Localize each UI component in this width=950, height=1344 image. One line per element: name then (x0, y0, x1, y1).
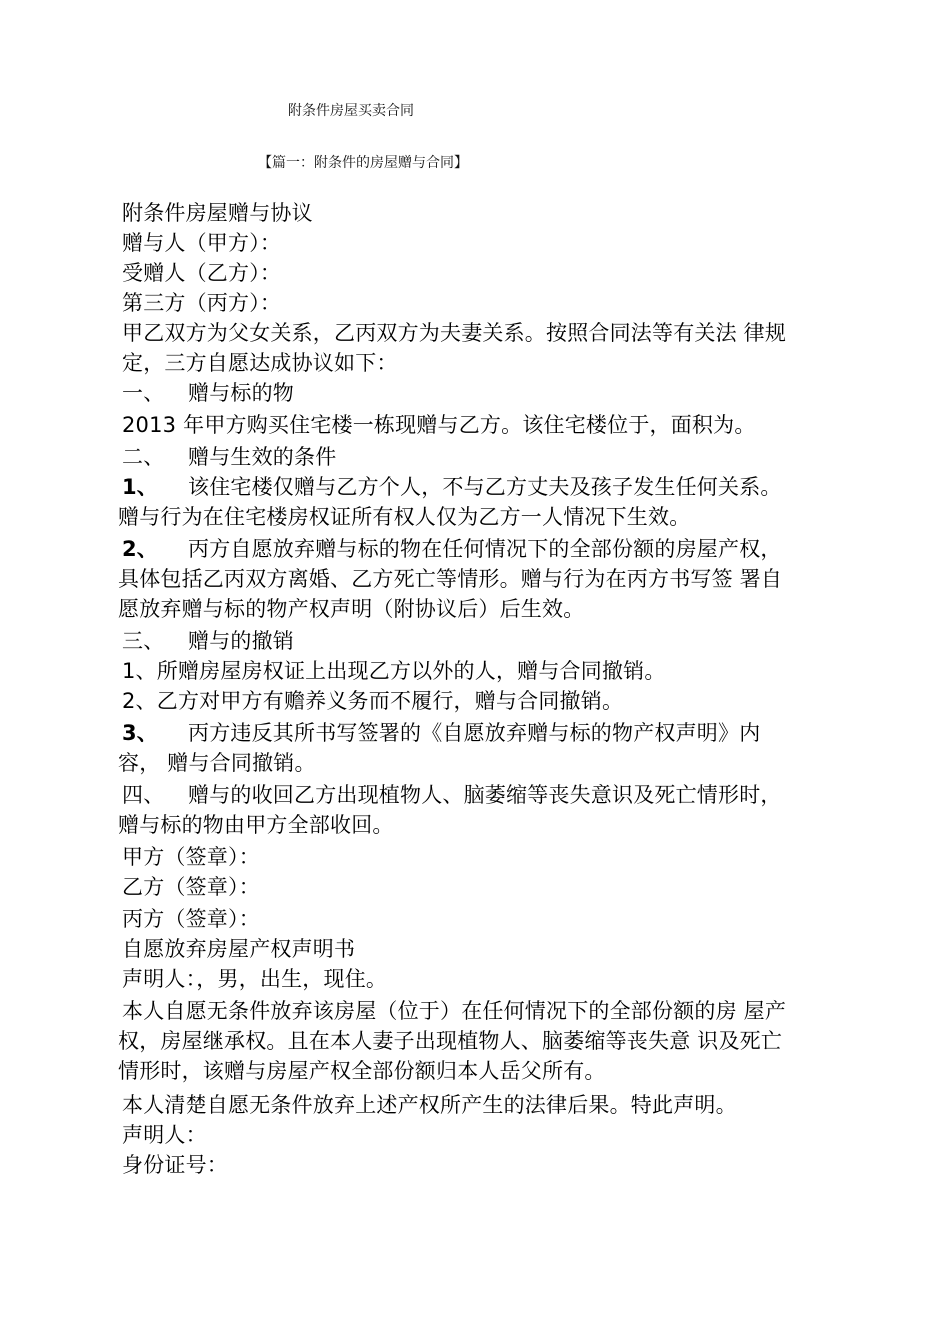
section-title: 【篇一：附条件的房屋赠与合同】 (258, 155, 468, 171)
body-line (122, 904, 260, 934)
body-line (122, 656, 666, 686)
body-line (122, 686, 623, 716)
clause-number: 一、 (122, 381, 165, 405)
line-text: 赠与标的物 (188, 381, 294, 405)
body-line (118, 748, 316, 778)
body-line (118, 502, 690, 532)
body-line (122, 1090, 737, 1120)
body-line (122, 1150, 228, 1180)
body-line (118, 564, 782, 594)
body-line (122, 378, 294, 408)
line-text: 赠与的收回乙方出现植物人、脑萎缩等丧失意识及死亡情形时， (188, 783, 782, 807)
clause-number: 2、 (122, 537, 159, 561)
clause-number: 四、 (122, 783, 165, 807)
body-line (118, 594, 584, 624)
line-text: 身份证号： (122, 1153, 228, 1177)
line-text: 赠与的撤销 (188, 629, 294, 653)
line-text: 2013 年甲方购买住宅楼一栋现赠与乙方。该住宅楼位于，面积为。 (122, 413, 756, 437)
line-text: 丙方自愿放弃赠与标的物在任何情况下的全部份额的房屋产权， (188, 537, 782, 561)
line-text: 丙方违反其所书写签署的《自愿放弃赠与标的物产权声明》内 (188, 721, 761, 745)
line-text: 受赠人（乙方）： (122, 261, 282, 285)
line-text: 本人清楚自愿无条件放弃上述产权所产生的法律后果。特此声明。 (122, 1093, 737, 1117)
body-line (122, 410, 756, 440)
body-line (122, 258, 281, 288)
line-text: 赠与标的物由甲方全部收回。 (118, 813, 394, 837)
line-text: 赠与行为在住宅楼房权证所有权人仅为乙方一人情况下生效。 (118, 505, 691, 529)
line-text: 容， 赠与合同撤销。 (118, 751, 316, 775)
body-line (122, 964, 387, 994)
document-title: 附条件房屋买卖合同 (288, 103, 414, 119)
line-text: 第三方（丙方）： (122, 291, 282, 315)
line-text: 2、乙方对甲方有赡养义务而不履行，赠与合同撤销。 (122, 689, 624, 713)
line-text: 权，房屋继承权。且在本人妻子出现植物人、脑萎缩等丧失意 识及死亡 (118, 1029, 783, 1053)
clause-number: 3、 (122, 721, 159, 745)
body-line (122, 472, 782, 502)
body-line (122, 842, 260, 872)
line-text: 声明人：，男，出生，现住。 (122, 967, 388, 991)
body-line (122, 198, 313, 228)
body-line (122, 228, 281, 258)
line-text: 甲方（签章）： (122, 845, 260, 869)
body-line (118, 1026, 782, 1056)
line-text: 愿放弃赠与标的物产权声明（附协议后）后生效。 (118, 597, 585, 621)
body-line (122, 934, 355, 964)
body-line (122, 318, 786, 348)
line-text: 定，三方自愿达成协议如下： (122, 351, 398, 375)
line-text: 情形时，该赠与房屋产权全部份额归本人岳父所有。 (118, 1059, 606, 1083)
clause-number: 三、 (122, 629, 165, 653)
line-text: 附条件房屋赠与协议 (122, 201, 313, 225)
body-line (122, 442, 336, 472)
body-line (122, 1120, 207, 1150)
line-text: 具体包括乙丙双方离婚、乙方死亡等情形。赠与行为在丙方书写签 署自 (118, 567, 783, 591)
body-line (122, 348, 398, 378)
body-line (122, 996, 786, 1026)
line-text: 1、所赠房屋房权证上出现乙方以外的人，赠与合同撤销。 (122, 659, 666, 683)
clause-number: 二、 (122, 445, 165, 469)
body-line (118, 810, 394, 840)
line-text: 本人自愿无条件放弃该房屋（位于）在任何情况下的全部份额的房 屋产 (122, 999, 787, 1023)
body-line (118, 1056, 606, 1086)
clause-number: 1、 (122, 475, 159, 499)
line-text: 甲乙双方为父女关系，乙丙双方为夫妻关系。按照合同法等有关法 律规 (122, 321, 787, 345)
body-line (122, 534, 782, 564)
line-text: 乙方（签章）： (122, 875, 260, 899)
line-text: 该住宅楼仅赠与乙方个人，不与乙方丈夫及孩子发生任何关系。 (188, 475, 782, 499)
body-line (122, 288, 281, 318)
line-text: 丙方（签章）： (122, 907, 260, 931)
line-text: 赠与生效的条件 (188, 445, 337, 469)
body-line (122, 872, 260, 902)
line-text: 自愿放弃房屋产权声明书 (122, 937, 356, 961)
body-line (122, 718, 760, 748)
line-text: 赠与人（甲方）： (122, 231, 282, 255)
line-text: 声明人： (122, 1123, 207, 1147)
body-line (122, 780, 782, 810)
body-line (122, 626, 294, 656)
